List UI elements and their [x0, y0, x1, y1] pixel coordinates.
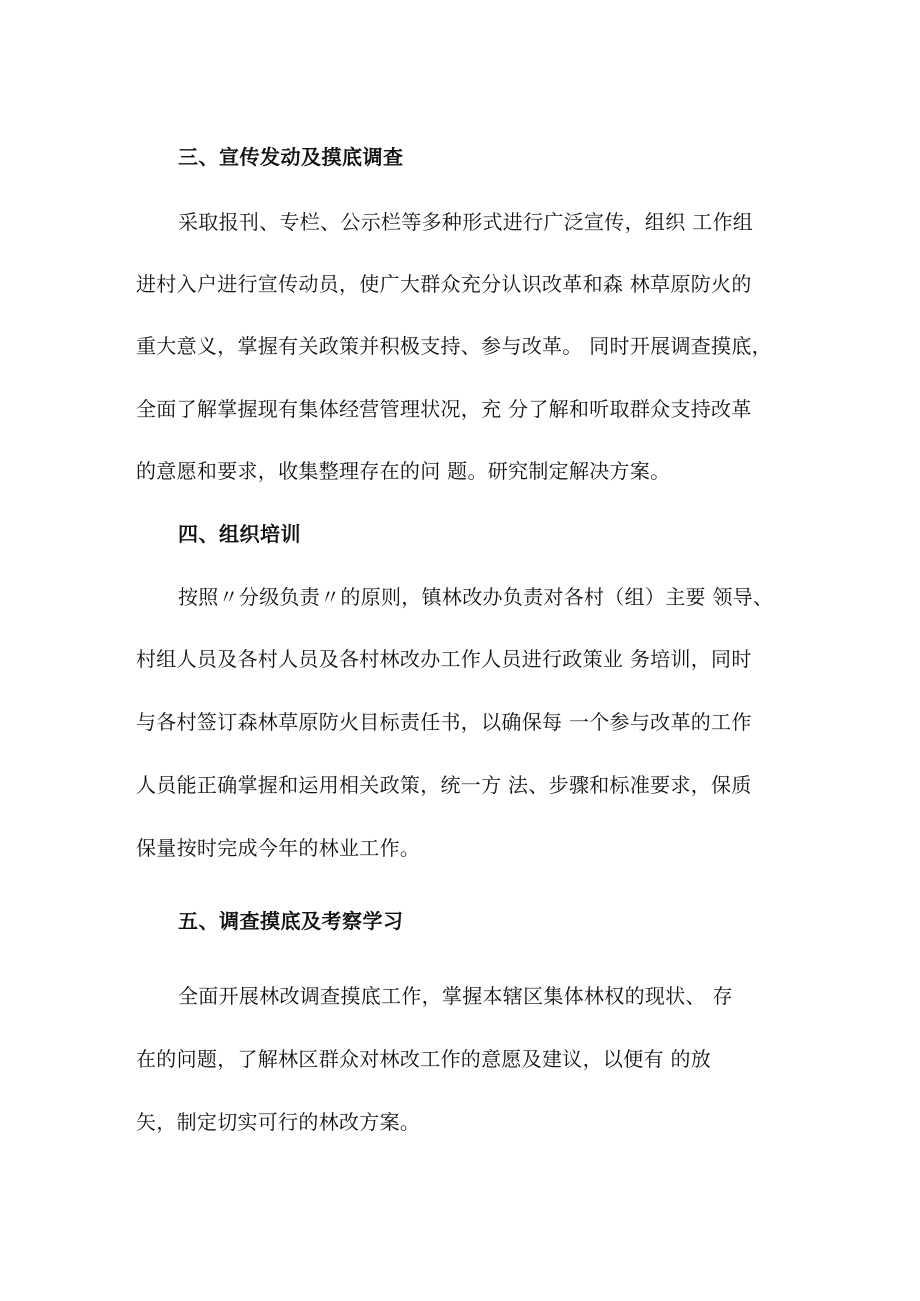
paragraph-line: 进村入户进行宣传动员，使广大群众充分认识改革和森 林草原防火的	[136, 272, 752, 296]
paragraph-line: 与各村签订森林草原防火目标责任书，以确保每 一个参与改革的工作	[136, 710, 752, 734]
paragraph-line: 矢，制定切实可行的林改方案。	[136, 1110, 421, 1134]
section-heading-4: 四、组织培训	[178, 522, 301, 546]
paragraph-line: 保量按时完成今年的林业工作。	[136, 836, 421, 860]
paragraph-line: 村组人员及各村人员及各村林改办工作人员进行政策业 务培训，同时	[136, 647, 752, 671]
paragraph-line: 在的问题，了解林区群众对林改工作的意愿及建议，以便有 的放	[136, 1047, 712, 1071]
paragraph-line: 全面了解掌握现有集体经营管理状况，充 分了解和听取群众支持改革	[136, 397, 752, 421]
paragraph-line: 重大意义，掌握有关政策并积极支持、参与改革。 同时开展调查摸底，	[136, 334, 772, 358]
paragraph-line: 人员能正确掌握和运用相关政策，统一方 法、步骤和标准要求，保质	[136, 773, 752, 797]
section-heading-3: 三、宣传发动及摸底调查	[178, 145, 404, 169]
paragraph-line: 全面开展林改调查摸底工作，掌握本辖区集体林权的现状、 存	[178, 984, 733, 1008]
paragraph-line: 采取报刊、专栏、公示栏等多种形式进行广泛宣传，组织 工作组	[178, 210, 754, 234]
paragraph-line: 按照〃分级负责〃的原则，镇林改办负责对各村（组）主要 领导、	[178, 585, 774, 609]
paragraph-line: 的意愿和要求，收集整理存在的问 题。研究制定解决方案。	[136, 459, 671, 483]
section-heading-5: 五、调查摸底及考察学习	[178, 909, 404, 933]
